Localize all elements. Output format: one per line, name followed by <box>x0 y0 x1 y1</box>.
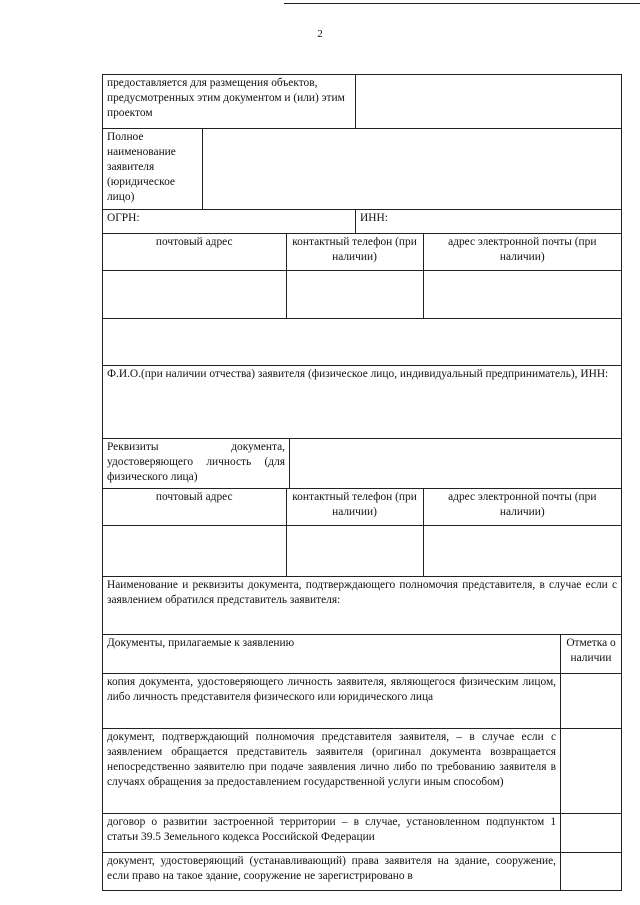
contacts-value-row-2 <box>103 525 621 576</box>
page-number: 2 <box>317 28 323 40</box>
id-doc-label: Реквизиты документа, удостоверяющего личность (для физического лица) <box>103 439 290 489</box>
postal-address-field-2[interactable] <box>103 525 286 576</box>
application-form-table <box>102 74 622 891</box>
document-row <box>103 729 622 814</box>
full-name-label: Полное наименование заявителя (юридическое лицо) <box>103 129 203 210</box>
email-header-2: адрес электронной почты (при наличии) <box>423 489 621 525</box>
contacts-spacer <box>103 318 621 365</box>
document-availability-mark[interactable] <box>561 814 622 853</box>
postal-address-field[interactable] <box>103 270 286 318</box>
contacts-header-row-2 <box>103 489 621 525</box>
contacts-block-2 <box>103 489 622 577</box>
document-availability-mark[interactable] <box>561 853 622 891</box>
fio-field[interactable]: Ф.И.О.(при наличии отчества) заявителя (физическое лицо, индивидуальный предприниматель), ИНН: <box>103 366 622 439</box>
email-field[interactable] <box>423 270 621 318</box>
attached-docs-header: Документы, прилагаемые к заявлению <box>103 635 561 674</box>
intro-text-cell: предоставляется для размещения объектов, предусмотренных этим документом и (или) этим проектом <box>103 75 356 129</box>
id-doc-field[interactable] <box>290 439 622 489</box>
ogrn-field[interactable]: ОГРН: <box>103 210 356 234</box>
postal-address-header: почтовый адрес <box>155 236 233 248</box>
phone-header: контактный телефон (при наличии) <box>286 234 423 270</box>
contacts-table-2 <box>103 489 621 576</box>
email-field-2[interactable] <box>423 525 621 576</box>
fio-row <box>103 366 622 439</box>
document-row <box>103 853 622 891</box>
intro-empty-cell[interactable] <box>356 75 622 129</box>
inn-field[interactable]: ИНН: <box>356 210 622 234</box>
full-name-field[interactable] <box>203 129 622 210</box>
ogrn-inn-row <box>103 210 622 234</box>
contacts-value-row <box>103 270 621 318</box>
rep-doc-field[interactable]: Наименование и реквизиты документа, подтверждающего полномочия представителя, в случае если с заявлением обратился представитель заявителя: <box>103 577 622 635</box>
email-header: адрес электронной почты (при наличии) <box>423 234 621 270</box>
phone-field-2[interactable] <box>286 525 423 576</box>
document-text: копия документа, удостоверяющего личность заявителя, являющегося физическим лицом, либо личность представителя физического или юридического лица <box>103 674 561 729</box>
document-availability-mark[interactable] <box>561 729 622 814</box>
document-text: документ, подтверждающий полномочия представителя заявителя, – в случае если с заявлением обращается представитель заявителя (оригинал документа возвращается непосредственно заявителю при подаче заявления лично либо по требованию заявителя в случаях обращения за предоставлением государственной услуги иным способом) <box>103 729 561 814</box>
document-row <box>103 814 622 853</box>
phone-field[interactable] <box>286 270 423 318</box>
top-rule <box>284 3 640 4</box>
rep-doc-row <box>103 577 622 635</box>
id-doc-row <box>103 439 622 489</box>
postal-address-header-2: почтовый адрес <box>155 491 233 503</box>
intro-row <box>103 75 622 129</box>
document-availability-mark[interactable] <box>561 674 622 729</box>
document-text: договор о развитии застроенной территории – в случае, установленном подпунктом 1 статьи 39.5 Земельного кодекса Российской Федерации <box>103 814 561 853</box>
contacts-table <box>103 234 621 365</box>
full-name-row <box>103 129 622 210</box>
contacts-block <box>103 234 622 366</box>
availability-header: Отметка о наличии <box>561 635 622 674</box>
phone-header-2: контактный телефон (при наличии) <box>286 489 423 525</box>
contacts-spacer-row <box>103 318 621 365</box>
contacts-block-row <box>103 234 622 366</box>
document-row <box>103 674 622 729</box>
document-text: документ, удостоверяющий (устанавливающий) права заявителя на здание, сооружение, если право на такое здание, сооружение не зарегистрировано в <box>103 853 561 891</box>
contacts-block-2-row <box>103 489 622 577</box>
contacts-header-row <box>103 234 621 270</box>
attached-docs-header-row <box>103 635 622 674</box>
